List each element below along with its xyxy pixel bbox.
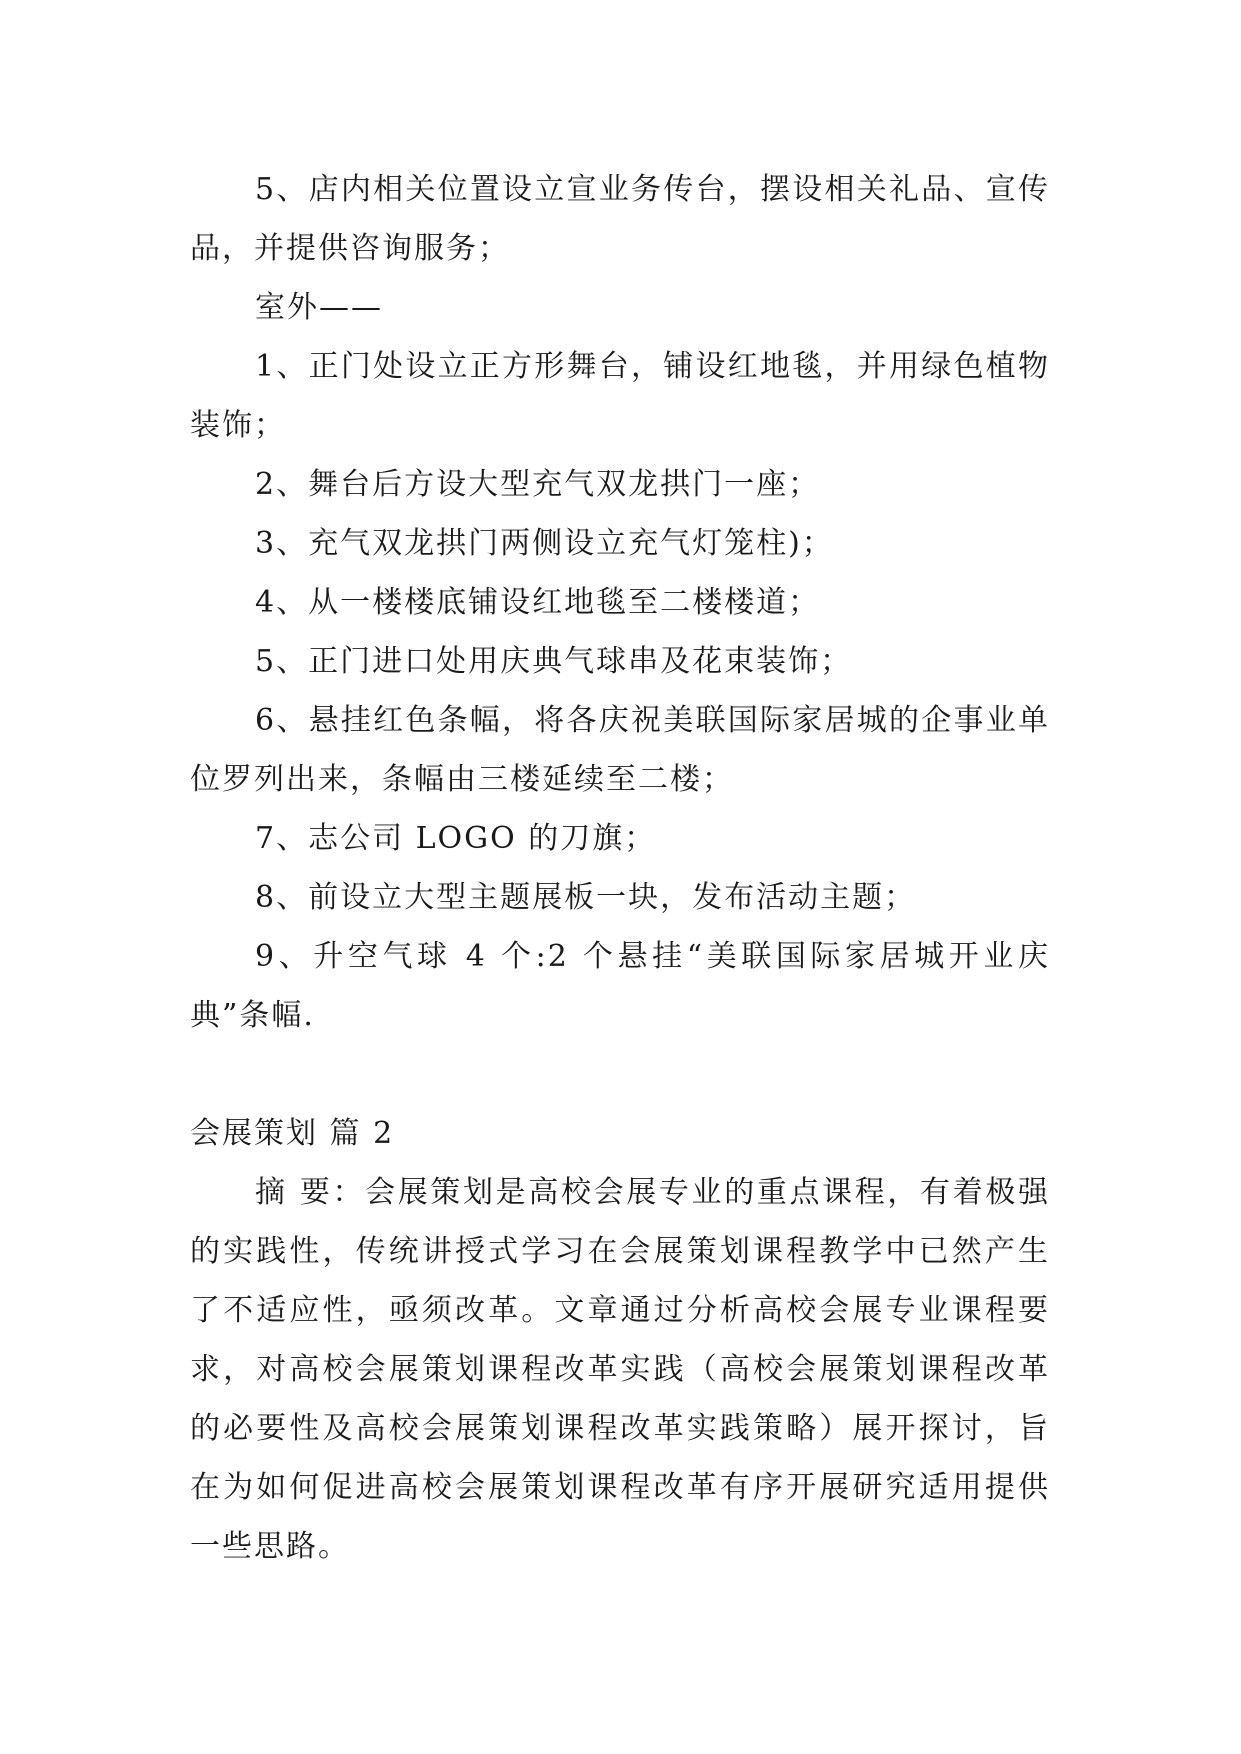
paragraph-item-5-promo-desk: 5、店内相关位置设立宣业务传台，摆设相关礼品、宣传品，并提供咨询服务； xyxy=(190,172,1050,266)
abstract-paragraph: 摘 要：会展策划是高校会展专业的重点课程，有着极强的实践性，传统讲授式学习在会展策划课程教学中已然产生了不适应性，亟须改革。文章通过分析高校会展专业课程要求，对高校会展策划课程改革实践（高校会展策划课程改革的必要性及高校会展策划课程改革实践策略）展开探讨，旨在为如何促进高校会展策划课程改革有序开展研究适用提供一些思路。 xyxy=(190,1175,1050,1564)
paragraph-item-8-board: 8、前设立大型主题展板一块，发布活动主题； xyxy=(255,880,917,915)
paragraph-item-5-balloons: 5、正门进口处用庆典气球串及花束装饰； xyxy=(255,644,853,679)
paragraph-item-1-stage: 1、正门处设立正方形舞台，铺设红地毯，并用绿色植物装饰； xyxy=(190,349,1050,443)
paragraph-outdoor-label: 室外—— xyxy=(255,290,383,325)
paragraph-item-9-air-balloons: 9、升空气球 4 个:2 个悬挂“美联国际家居城开业庆典”条幅. xyxy=(190,939,1050,1033)
document-body xyxy=(190,160,1050,1576)
paragraph-item-4-carpet: 4、从一楼楼底铺设红地毯至二楼楼道； xyxy=(255,585,821,620)
paragraph-item-3-lantern: 3、充气双龙拱门两侧设立充气灯笼柱)； xyxy=(255,526,834,561)
section-heading: 会展策划 篇 2 xyxy=(190,1116,395,1151)
paragraph-item-6-banners: 6、悬挂红色条幅，将各庆祝美联国际家居城的企事业单位罗列出来，条幅由三楼延续至二楼； xyxy=(190,703,1050,797)
paragraph-item-2-arch: 2、舞台后方设大型充气双龙拱门一座； xyxy=(255,467,821,502)
paragraph-item-7-flags: 7、志公司 LOGO 的刀旗； xyxy=(255,821,657,856)
